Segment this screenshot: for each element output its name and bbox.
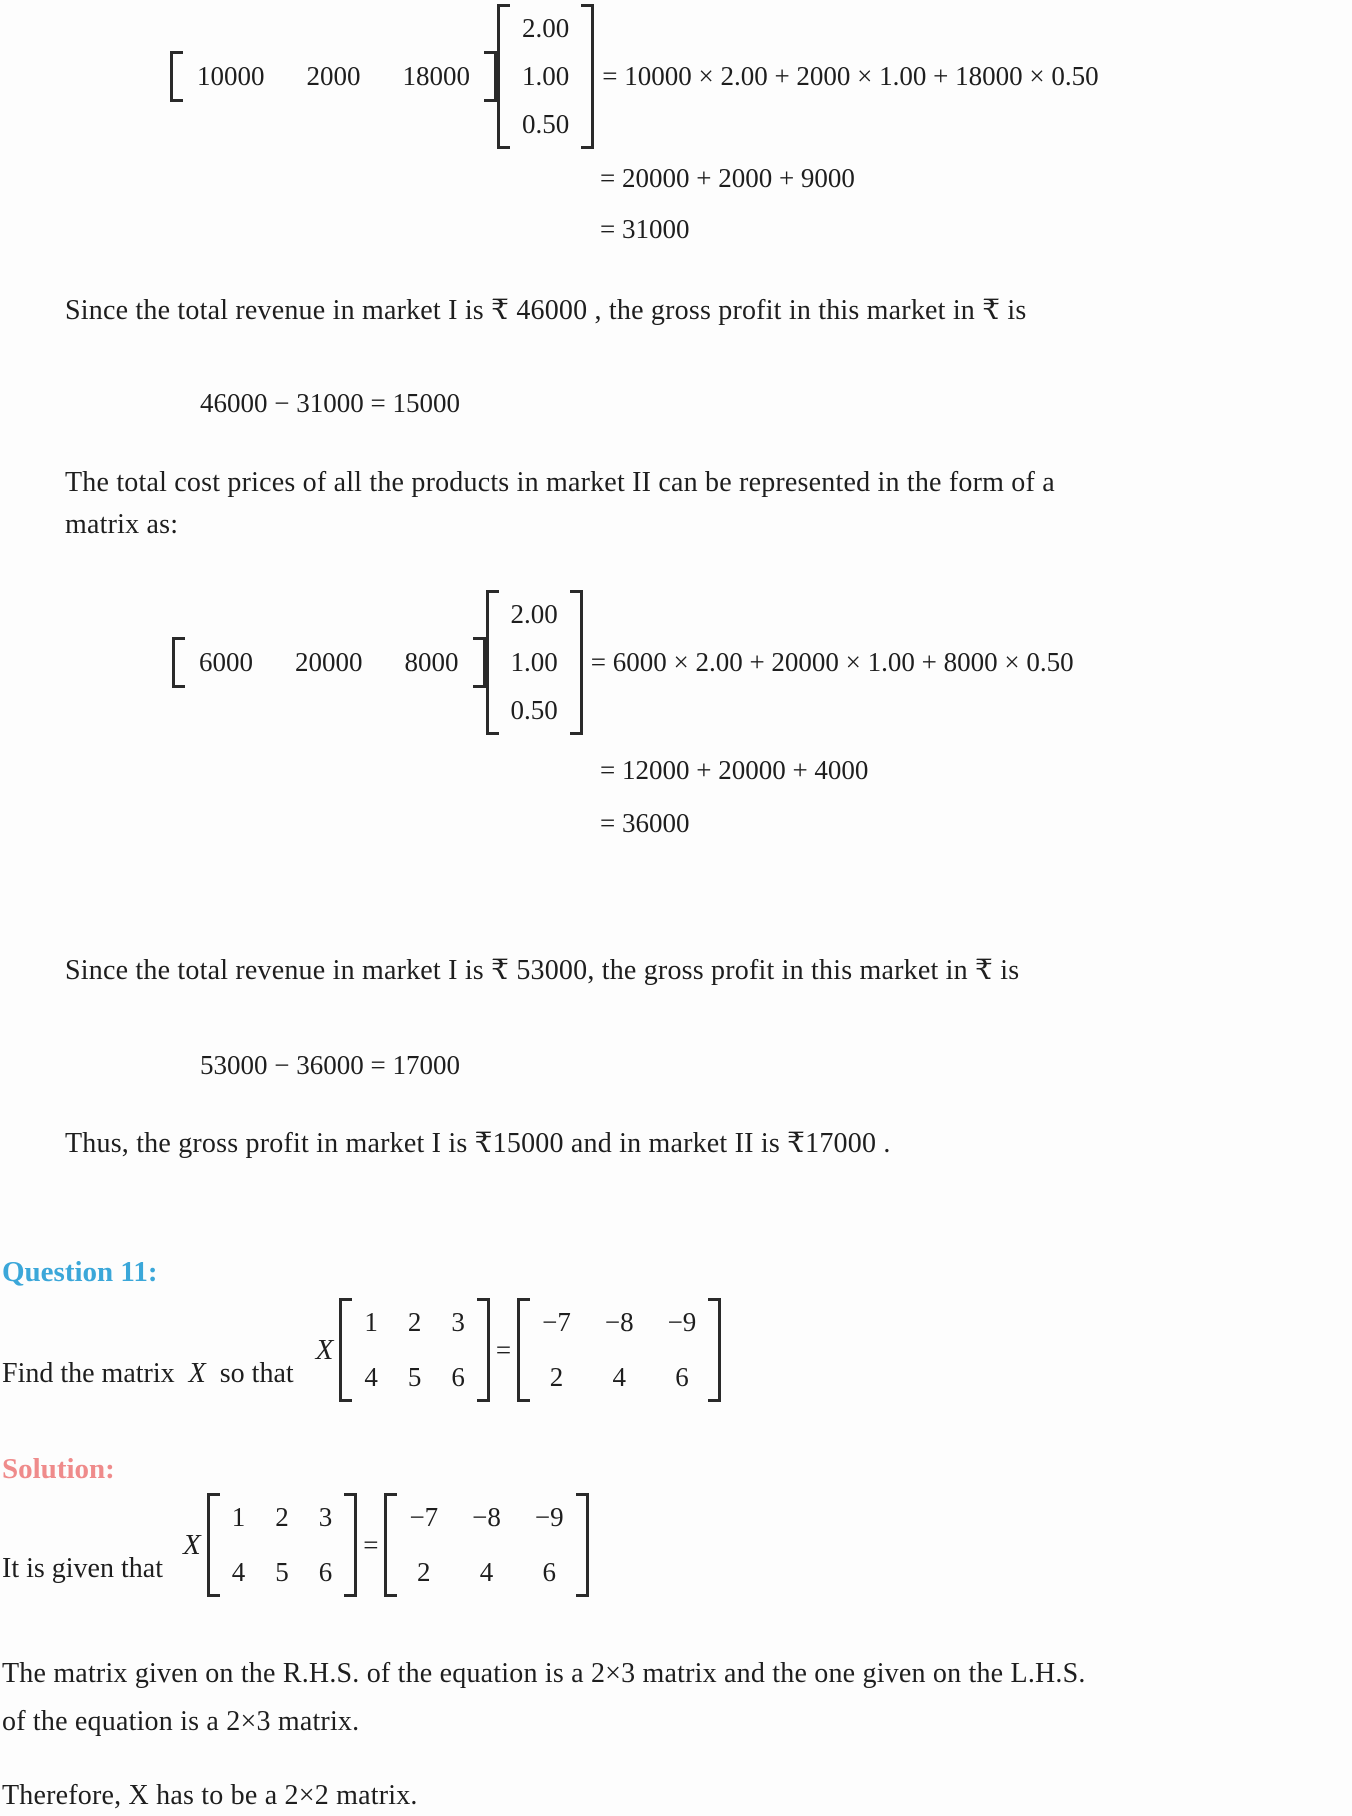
conclusion-paragraph: Thus, the gross profit in market I is ₹15000 and in market II is ₹17000 . (65, 1128, 891, 1159)
matrix-cell: 18000 (402, 61, 470, 91)
matrix-bracket-left (339, 1298, 352, 1402)
market2-intro-paragraph (65, 462, 1055, 546)
paragraph-line: The total cost prices of all the products in market II can be represented in the form of a (65, 467, 1055, 498)
prompt-pre-text: Find the matrix (2, 1358, 175, 1389)
matrix-bracket-right (570, 590, 583, 735)
market1-expansion-text: = 10000 × 2.00 + 2000 × 1.00 + 18000 × 0.50 (602, 61, 1099, 91)
matrix-cell: 6 (675, 1362, 689, 1392)
matrix-cell: −9 (534, 1502, 564, 1532)
matrix-cell: 2 (549, 1362, 564, 1392)
matrix-cell: 5 (407, 1362, 422, 1392)
matrix-cell: 10000 (197, 61, 265, 91)
matrix-cell: −7 (409, 1502, 439, 1532)
question11-heading: Question 11: (2, 1256, 158, 1288)
matrix-cell: −8 (472, 1502, 501, 1532)
matrix-cell: 6 (451, 1362, 465, 1392)
market2-total-line: = 36000 (600, 808, 690, 838)
matrix-cell: 2 (417, 1557, 431, 1587)
market1-equation-block (170, 4, 1099, 149)
matrix-cell: 2.00 (522, 13, 570, 43)
matrix-bracket-right (708, 1298, 721, 1402)
market1-price-column-matrix (497, 4, 594, 149)
matrix-cell: 2000 (306, 61, 361, 91)
matrix-bracket-left (497, 4, 510, 149)
x-symbol: X (188, 1358, 206, 1389)
question11-lhs-matrix (339, 1298, 490, 1402)
matrix-cell: 4 (479, 1557, 494, 1587)
solution-equation (183, 1493, 589, 1597)
matrix-cell: 3 (318, 1502, 333, 1532)
matrix-bracket-left (384, 1493, 397, 1597)
matrix-cell: 4 (231, 1557, 246, 1587)
solution-given-line (2, 1493, 589, 1597)
matrix-cell: 2 (275, 1502, 289, 1532)
market2-equation-block (172, 590, 1074, 735)
matrix-bracket-left (517, 1298, 530, 1402)
matrix-bracket-right (484, 51, 497, 102)
solution-lhs-matrix (207, 1493, 358, 1597)
matrix-cell: 0.50 (510, 695, 558, 725)
matrix-cell: 5 (275, 1557, 289, 1587)
market1-sum-line: = 20000 + 2000 + 9000 (600, 163, 855, 193)
solution-conclusion-paragraph: Therefore, X has to be a 2×2 matrix. (2, 1780, 418, 1811)
market2-sum-line: = 12000 + 20000 + 4000 (600, 755, 869, 785)
given-text: It is given that (2, 1553, 163, 1584)
market1-quantity-row-matrix (170, 51, 497, 102)
matrix-cell: 2 (407, 1307, 422, 1337)
equals-sign: = (495, 1334, 512, 1365)
matrix-cell: 6 (318, 1557, 333, 1587)
prompt-post-text: so that (219, 1358, 294, 1389)
matrix-cell: 1 (231, 1502, 246, 1532)
matrix-cell: 1 (364, 1307, 378, 1337)
market2-profit-equation: 53000 − 36000 = 17000 (200, 1050, 460, 1080)
matrix-cell: 2.00 (510, 599, 558, 629)
market1-revenue-paragraph: Since the total revenue in market I is ₹ 46000 , the gross profit in this market in ₹ is (65, 295, 1027, 326)
solution-rhs-matrix (384, 1493, 588, 1597)
x-symbol: X (315, 1333, 334, 1366)
x-symbol: X (182, 1528, 201, 1561)
matrix-cell: 20000 (295, 647, 363, 677)
matrix-bracket-left (170, 51, 183, 102)
market2-quantity-row-matrix (172, 637, 486, 688)
question11-prompt-line (2, 1298, 721, 1402)
matrix-cell: 0.50 (522, 109, 570, 139)
matrix-cell: 4 (364, 1362, 378, 1392)
matrix-bracket-left (172, 637, 185, 688)
matrix-bracket-right (576, 1493, 589, 1597)
question11-rhs-matrix (517, 1298, 721, 1402)
matrix-cell: 6 (542, 1557, 557, 1587)
matrix-cell: 3 (451, 1307, 465, 1337)
question11-equation (316, 1298, 722, 1402)
matrix-cell: 8000 (404, 647, 459, 677)
market2-revenue-paragraph: Since the total revenue in market I is ₹ 53000, the gross profit in this market in ₹ is (65, 955, 1020, 986)
market1-profit-equation: 46000 − 31000 = 15000 (200, 388, 460, 418)
matrix-bracket-right (581, 4, 594, 149)
market2-price-column-matrix (486, 590, 583, 735)
paragraph-line: matrix as: (65, 509, 179, 540)
paragraph-line: The matrix given on the R.H.S. of the equation is a 2×3 matrix and the one given on the L.H.S. (2, 1658, 1086, 1689)
market2-expansion-text: = 6000 × 2.00 + 20000 × 1.00 + 8000 × 0.50 (590, 647, 1074, 677)
market1-total-line: = 31000 (600, 214, 690, 244)
equals-sign: = (363, 1529, 379, 1560)
matrix-cell: −8 (604, 1307, 634, 1337)
matrix-cell: 1.00 (522, 61, 570, 91)
matrix-bracket-right (473, 637, 486, 688)
matrix-bracket-left (486, 590, 499, 735)
solution-heading: Solution: (2, 1453, 115, 1485)
solution-analysis-paragraph (2, 1650, 1086, 1746)
matrix-cell: 1.00 (510, 647, 558, 677)
matrix-bracket-right (477, 1298, 490, 1402)
paragraph-line: of the equation is a 2×3 matrix. (2, 1706, 360, 1737)
matrix-cell: −7 (542, 1307, 571, 1337)
matrix-cell: −9 (667, 1307, 697, 1337)
matrix-bracket-left (207, 1493, 220, 1597)
matrix-cell: 4 (612, 1362, 626, 1392)
matrix-cell: 6000 (199, 647, 253, 677)
matrix-bracket-right (344, 1493, 357, 1597)
